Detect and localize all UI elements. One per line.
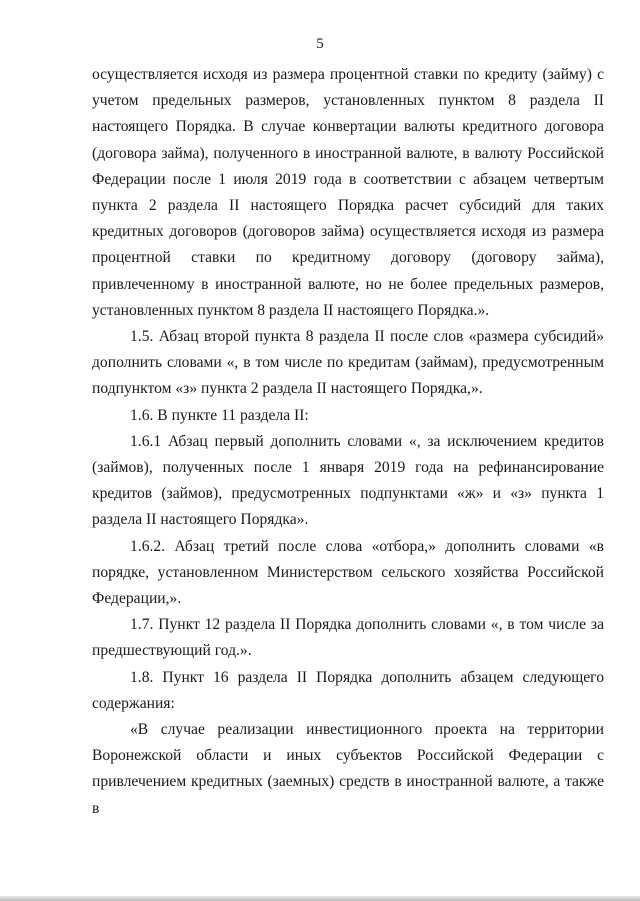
paragraph-1-7: 1.7. Пункт 12 раздела II Порядка дополнить словами «, в том числе за предшествующий год.».	[92, 616, 604, 660]
scan-edge	[0, 896, 640, 901]
paragraph-1-6: 1.6. В пункте 11 раздела II:	[130, 406, 309, 424]
paragraph-1-6-2: 1.6.2. Абзац третий после слова «отбора,» дополнить словами «в порядке, установленном Министерством сельского хозяйства Российской Федерации,».	[92, 537, 604, 608]
paragraph-1-6-1: 1.6.1 Абзац первый дополнить словами «, за исключением кредитов (займов), полученных после 1 января 2019 года на рефинансирование кредитов (займов), предусмотренных подпунктами «ж» и «з» пункта 1 раздела II настоящего Порядка».	[92, 432, 604, 529]
page-number: 5	[316, 36, 324, 52]
paragraph-1-5: 1.5. Абзац второй пункта 8 раздела II после слов «размера субсидий» дополнить словами «, в том числе по кредитам (займам), предусмотренным подпунктом «з» пункта 2 раздела II настоящего Порядка,».	[92, 328, 604, 398]
paragraph-quote: «В случае реализации инвестиционного проекта на территории Воронежской области и иных субъектов Российской Федерации с привлечением кредитных (заемных) средств в иностранной валюте, а также в	[92, 721, 604, 817]
paragraph-continuation: осуществляется исходя из размера процентной ставки по кредиту (займу) с учетом предельных размеров, установленных пунктом 8 раздела II настоящего Порядка. В случае конвертации валюты кредитного договора (договора займа), полученного в иностранной валюте, в валюту Российской Федерации после 1 июля 2019 года в соответствии с абзацем четвертым пункта 2 раздела II настоящего Порядка расчет субсидий для таких кредитных договоров (договоров займа) осуществляется исходя из размера процентной ставки по кредитному договору (договору займа), привлеченному в иностранной валюте, но не более предельных размеров, установленных пунктом 8 раздела II настоящего Порядка.».	[92, 66, 604, 319]
paragraph-1-8: 1.8. Пункт 16 раздела II Порядка дополнить абзацем следующего содержания:	[92, 668, 604, 712]
document-body	[92, 62, 604, 822]
